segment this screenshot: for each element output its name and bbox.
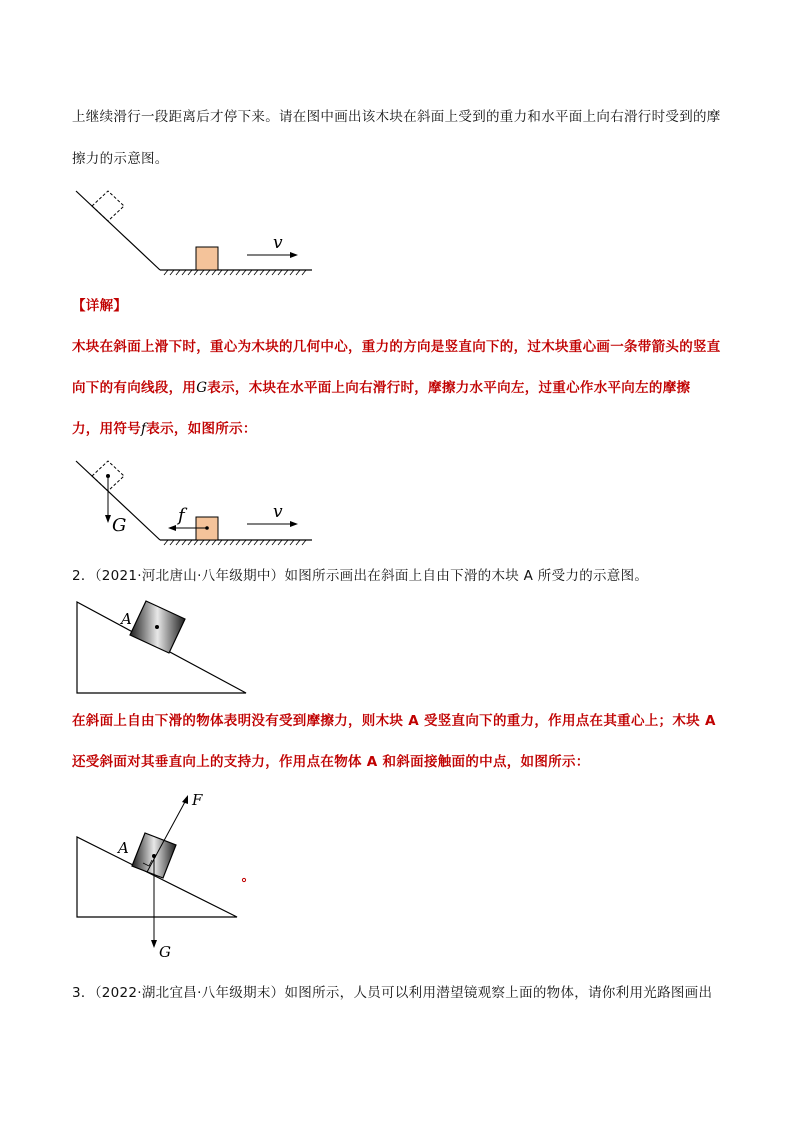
block-a-center-dot	[155, 625, 159, 629]
block-on-ground	[196, 247, 218, 270]
detail-line-2a: 向下的有向线段，用	[72, 380, 197, 396]
velocity-label: v	[273, 502, 283, 522]
velocity-arrowhead	[290, 252, 298, 258]
block-a-label: A	[118, 839, 129, 857]
velocity-label: v	[273, 233, 283, 253]
symbol-f: f	[141, 421, 147, 437]
gravity-label: G	[112, 515, 127, 536]
figure-4-forces-block-a	[70, 785, 270, 965]
detail-line-2b: 表示，木块在水平面上向右滑行时，摩擦力水平向左，过重心作水平向左的摩擦	[207, 380, 691, 396]
stray-mark	[240, 876, 248, 884]
intro-line-1: 上继续滑行一段距离后才停下来。请在图中画出该木块在斜面上受到的重力和水平面上向右滑行时受到的摩	[72, 109, 721, 125]
question-3: 3．（2022·湖北宜昌·八年级期末）如图所示，人员可以利用潜望镜观察上面的物体，请你利用光路图画出	[72, 985, 713, 1001]
answer-2-line-2: 还受斜面对其垂直向上的支持力，作用点在物体 A 和斜面接触面的中点，如图所示：	[72, 754, 590, 770]
symbol-g: G	[196, 380, 208, 396]
support-force-label: F	[192, 791, 203, 809]
friction-label: f	[178, 505, 185, 526]
ground-hatch	[164, 270, 306, 275]
answer-2-line-1: 在斜面上自由下滑的物体表明没有受到摩擦力，则木块 A 受竖直向下的重力，作用点在其重心上；木块 A	[72, 713, 716, 729]
gravity-label: G	[159, 943, 171, 961]
figure-2-forces-answer	[70, 455, 320, 550]
intro-line-2: 擦力的示意图。	[72, 151, 169, 167]
detail-line-3a: 力，用符号	[72, 421, 141, 437]
detail-line-3b: 表示，如图所示：	[146, 421, 257, 437]
detail-line-1: 木块在斜面上滑下时，重心为木块的几何中心，重力的方向是竖直向下的，过木块重心画一条带箭头的竖直	[72, 339, 721, 355]
figure-1-incline-slide	[70, 185, 320, 280]
detail-line-2	[72, 379, 732, 397]
block-a-label: A	[121, 610, 132, 628]
detail-heading: 【详解】	[72, 298, 128, 314]
question-2: 2．（2021·河北唐山·八年级期中）如图所示画出在斜面上自由下滑的木块 A 所受力的示意图。	[72, 568, 649, 584]
incline-line	[76, 191, 160, 270]
figure-3-incline-block-a	[70, 595, 260, 700]
dashed-block-on-incline	[92, 191, 124, 221]
detail-line-3	[72, 420, 732, 438]
